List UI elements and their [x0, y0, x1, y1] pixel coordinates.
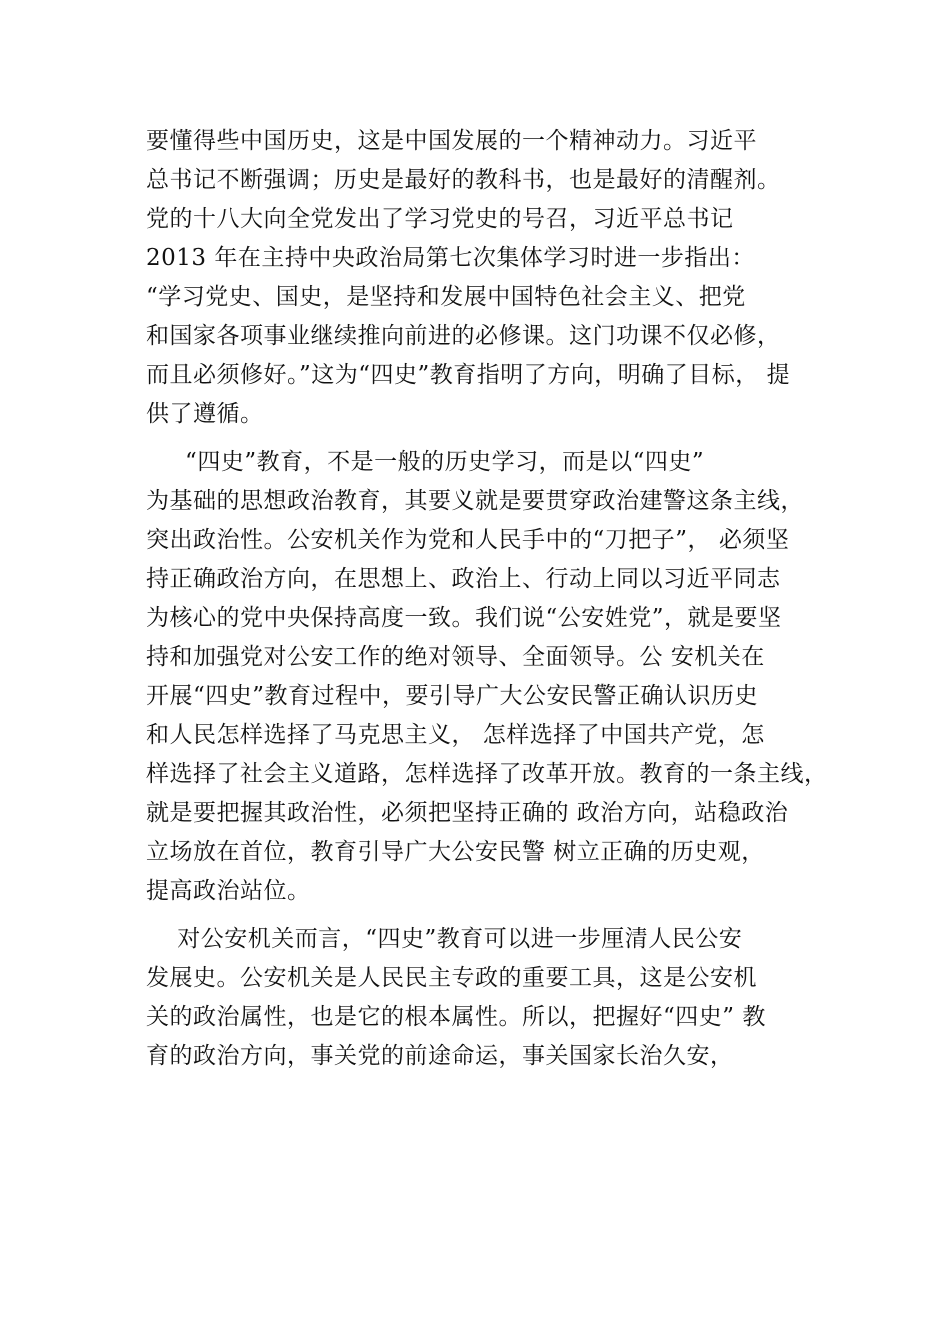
text-line: 关的政治属性，也是它的根本属性。所以，把握好“四史” 教 — [146, 1004, 766, 1030]
text-line: 和人民怎样选择了马克思主义， 怎样选择了中国共产党，怎 — [146, 722, 765, 748]
text-line: “学习党史、国史，是坚持和发展中国特色社会主义、把党 — [146, 284, 746, 310]
text-line: 持和加强党对公安工作的绝对领导、全面领导。公 安机关在 — [146, 644, 765, 670]
text-line: 而且必须修好。”这为“四史”教育指明了方向，明确了目标， 提 — [146, 362, 791, 388]
text-line: “四史”教育，不是一般的历史学习，而是以“四史” — [146, 449, 705, 475]
text-line: 就是要把握其政治性，必须把坚持正确的 政治方向，站稳政治 — [146, 800, 789, 826]
text-line: 对公安机关而言，“四史”教育可以进一步厘清人民公安 — [146, 926, 743, 952]
text-line: 为核心的党中央保持高度一致。我们说“公安姓党”，就是要坚 — [146, 605, 782, 631]
paragraph-3 — [146, 920, 846, 1076]
body-text — [146, 122, 846, 1076]
text-line: 为基础的思想政治教育，其要义就是要贯穿政治建警这条主线， — [146, 488, 804, 514]
text-line: 党的十八大向全党发出了学习党史的号召，习近平总书记 — [146, 206, 734, 232]
text-line: 供了遵循。 — [146, 401, 264, 427]
text-line: 总书记不断强调；历史是最好的教科书，也是最好的清醒剂。 — [146, 167, 781, 193]
text-line: 发展史。公安机关是人民民主专政的重要工具，这是公安机 — [146, 965, 757, 991]
paragraph-1 — [146, 122, 846, 434]
text-line: 样选择了社会主义道路，怎样选择了改革开放。教育的一条主线， — [146, 761, 828, 787]
text-line: 立场放在首位，教育引导广大公安民警 树立正确的历史观， — [146, 839, 765, 865]
text-line: 育的政治方向，事关党的前途命运，事关国家长治久安， — [146, 1043, 734, 1069]
paragraph-2 — [146, 443, 846, 911]
text-line: 持正确政治方向，在思想上、政治上、行动上同以习近平同志 — [146, 566, 781, 592]
text-line: 要懂得些中国历史，这是中国发展的一个精神动力。习近平 — [146, 128, 757, 154]
text-line: 提高政治站位。 — [146, 878, 311, 904]
text-line: 突出政治性。公安机关作为党和人民手中的“刀把子”， 必须坚 — [146, 527, 790, 553]
text-line: 和国家各项事业继续推向前进的必修课。这门功课不仅必修， — [146, 323, 781, 349]
text-line: 2013 年在主持中央政治局第七次集体学习时进一步指出： — [146, 245, 755, 271]
text-line: 开展“四史”教育过程中，要引导广大公安民警正确认识历史 — [146, 683, 759, 709]
